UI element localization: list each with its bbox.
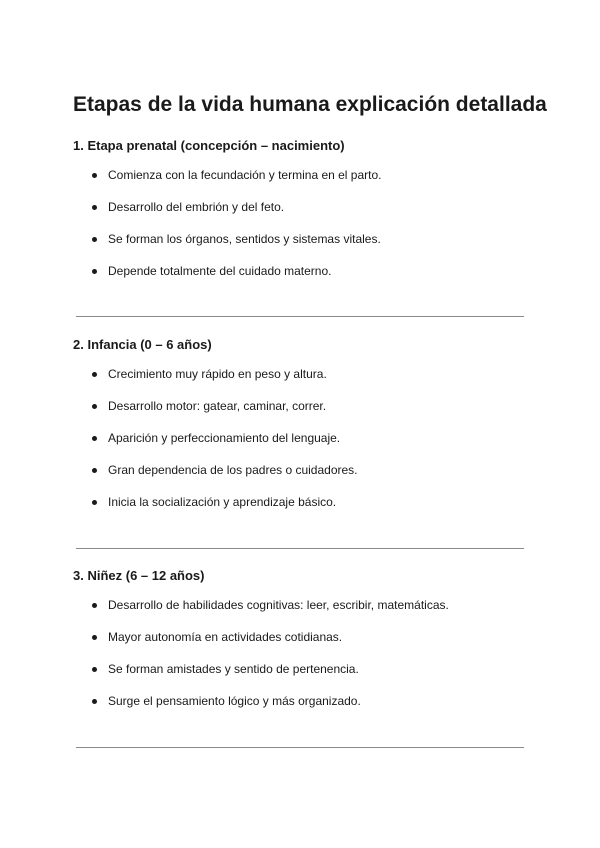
list-item	[73, 661, 525, 677]
section-heading: 2. Infancia (0 – 6 años)	[73, 337, 212, 352]
bullet-list	[73, 167, 525, 279]
list-item	[73, 231, 525, 247]
list-item-text: Depende totalmente del cuidado materno.	[108, 264, 332, 278]
list-item-text: Inicia la socialización y aprendizaje básico.	[108, 495, 337, 509]
bullet-icon	[92, 635, 97, 640]
bullet-list	[73, 597, 525, 709]
bullet-icon	[92, 173, 97, 178]
section-divider	[76, 316, 524, 317]
bullet-icon	[92, 500, 97, 505]
list-item-text: Comienza con la fecundación y termina en el parto.	[108, 168, 382, 182]
list-item-text: Crecimiento muy rápido en peso y altura.	[108, 367, 327, 381]
list-item	[73, 597, 525, 613]
list-item-text: Gran dependencia de los padres o cuidadores.	[108, 463, 358, 477]
bullet-icon	[92, 404, 97, 409]
list-item	[73, 398, 525, 414]
bullet-icon	[92, 269, 97, 274]
bullet-icon	[92, 237, 97, 242]
list-item-text: Desarrollo motor: gatear, caminar, correr.	[108, 399, 327, 413]
list-item-text: Se forman amistades y sentido de pertenencia.	[108, 662, 359, 676]
section-divider	[76, 747, 524, 748]
list-item-text: Mayor autonomía en actividades cotidianas.	[108, 630, 343, 644]
list-item	[73, 430, 525, 446]
list-item-text: Aparición y perfeccionamiento del lenguaje.	[108, 431, 341, 445]
list-item-text: Desarrollo de habilidades cognitivas: leer, escribir, matemáticas.	[108, 598, 449, 612]
bullet-icon	[92, 603, 97, 608]
bullet-icon	[92, 205, 97, 210]
list-item-text: Se forman los órganos, sentidos y sistemas vitales.	[108, 232, 381, 246]
bullet-icon	[92, 372, 97, 377]
list-item	[73, 629, 525, 645]
section-divider	[76, 548, 524, 549]
bullet-list	[73, 366, 525, 510]
section-heading: 1. Etapa prenatal (concepción – nacimiento)	[73, 138, 345, 153]
section-prenatal	[73, 138, 525, 279]
list-item	[73, 693, 525, 709]
section-infancia	[73, 337, 525, 510]
bullet-icon	[92, 468, 97, 473]
bullet-icon	[92, 699, 97, 704]
document-title: Etapas de la vida humana explicación detallada	[73, 93, 547, 116]
section-heading: 3. Niñez (6 – 12 años)	[73, 568, 205, 583]
list-item	[73, 494, 525, 510]
list-item-text: Desarrollo del embrión y del feto.	[108, 200, 285, 214]
section-ninez	[73, 568, 525, 709]
list-item-text: Surge el pensamiento lógico y más organizado.	[108, 694, 361, 708]
list-item	[73, 263, 525, 279]
list-item	[73, 199, 525, 215]
list-item	[73, 366, 525, 382]
list-item	[73, 462, 525, 478]
list-item	[73, 167, 525, 183]
bullet-icon	[92, 667, 97, 672]
bullet-icon	[92, 436, 97, 441]
